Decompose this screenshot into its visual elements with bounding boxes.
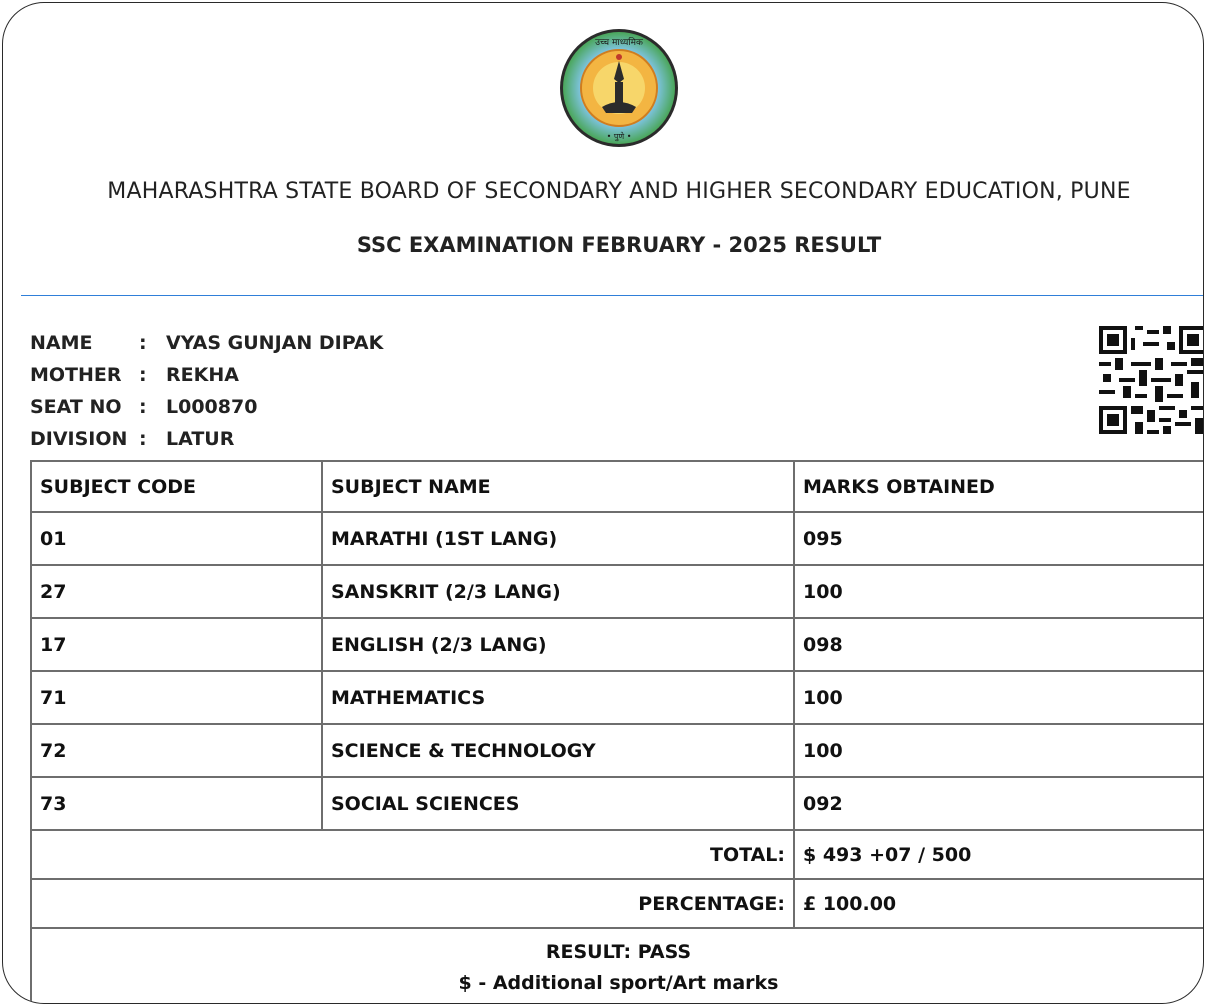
result-status: RESULT: PASS <box>545 941 692 963</box>
student-name-row <box>30 329 383 361</box>
total-row <box>31 830 1204 879</box>
field-label: SEAT NO <box>30 396 122 418</box>
subject-name: MARATHI (1ST LANG) <box>322 512 794 565</box>
marks-obtained: 098 <box>794 618 1204 671</box>
student-info <box>30 329 383 457</box>
percentage-label: PERCENTAGE: <box>31 879 794 928</box>
marks-obtained: 092 <box>794 777 1204 830</box>
qr-code-icon <box>1099 326 1204 434</box>
mother-name-row <box>30 361 383 393</box>
subject-name: MATHEMATICS <box>322 671 794 724</box>
column-header-subject-code: SUBJECT CODE <box>31 461 322 512</box>
percentage-value: £ 100.00 <box>794 879 1204 928</box>
marks-table <box>30 460 1204 1004</box>
marks-obtained: 100 <box>794 565 1204 618</box>
field-label: DIVISION <box>30 428 128 450</box>
table-row <box>31 671 1204 724</box>
marks-obtained: 095 <box>794 512 1204 565</box>
result-card <box>2 2 1204 1004</box>
subject-name: SOCIAL SCIENCES <box>322 777 794 830</box>
division-row <box>30 425 383 457</box>
table-header-row <box>31 461 1204 512</box>
board-name: MAHARASHTRA STATE BOARD OF SECONDARY AND HIGHER SECONDARY EDUCATION, PUNE <box>107 179 1131 204</box>
field-separator: : <box>139 332 147 354</box>
field-label: MOTHER <box>30 364 122 386</box>
field-separator: : <box>139 428 147 450</box>
board-seal-logo <box>558 27 680 149</box>
column-header-subject-name: SUBJECT NAME <box>322 461 794 512</box>
table-row <box>31 512 1204 565</box>
exam-title: SSC EXAMINATION FEBRUARY - 2025 RESULT <box>356 233 882 257</box>
svg-text:• पुणे •: • पुणे • <box>606 132 632 141</box>
field-separator: : <box>139 396 147 418</box>
total-value: $ 493 +07 / 500 <box>794 830 1204 879</box>
table-row <box>31 777 1204 830</box>
table-row <box>31 724 1204 777</box>
subject-name: SCIENCE & TECHNOLOGY <box>322 724 794 777</box>
marks-obtained: 100 <box>794 671 1204 724</box>
column-header-marks: MARKS OBTAINED <box>794 461 1204 512</box>
subject-name: SANSKRIT (2/3 LANG) <box>322 565 794 618</box>
subject-code: 73 <box>31 777 322 830</box>
field-separator: : <box>139 364 147 386</box>
table-row <box>31 618 1204 671</box>
subject-name: ENGLISH (2/3 LANG) <box>322 618 794 671</box>
subject-code: 01 <box>31 512 322 565</box>
header-divider <box>21 295 1204 296</box>
total-label: TOTAL: <box>31 830 794 879</box>
result-row <box>31 928 1204 1004</box>
subject-code: 71 <box>31 671 322 724</box>
seat-number: L000870 <box>166 396 258 418</box>
division: LATUR <box>166 428 235 450</box>
seat-no-row <box>30 393 383 425</box>
marks-obtained: 100 <box>794 724 1204 777</box>
subject-code: 27 <box>31 565 322 618</box>
student-name: VYAS GUNJAN DIPAK <box>166 332 384 354</box>
mother-name: REKHA <box>166 364 239 386</box>
subject-code: 72 <box>31 724 322 777</box>
result-cell <box>31 928 1204 1004</box>
subject-code: 17 <box>31 618 322 671</box>
percentage-row <box>31 879 1204 928</box>
additional-marks-note: $ - Additional sport/Art marks <box>458 972 779 994</box>
seal-lettering: उच्च माध्यमिक <box>595 38 643 48</box>
field-label: NAME <box>30 332 93 354</box>
table-row <box>31 565 1204 618</box>
